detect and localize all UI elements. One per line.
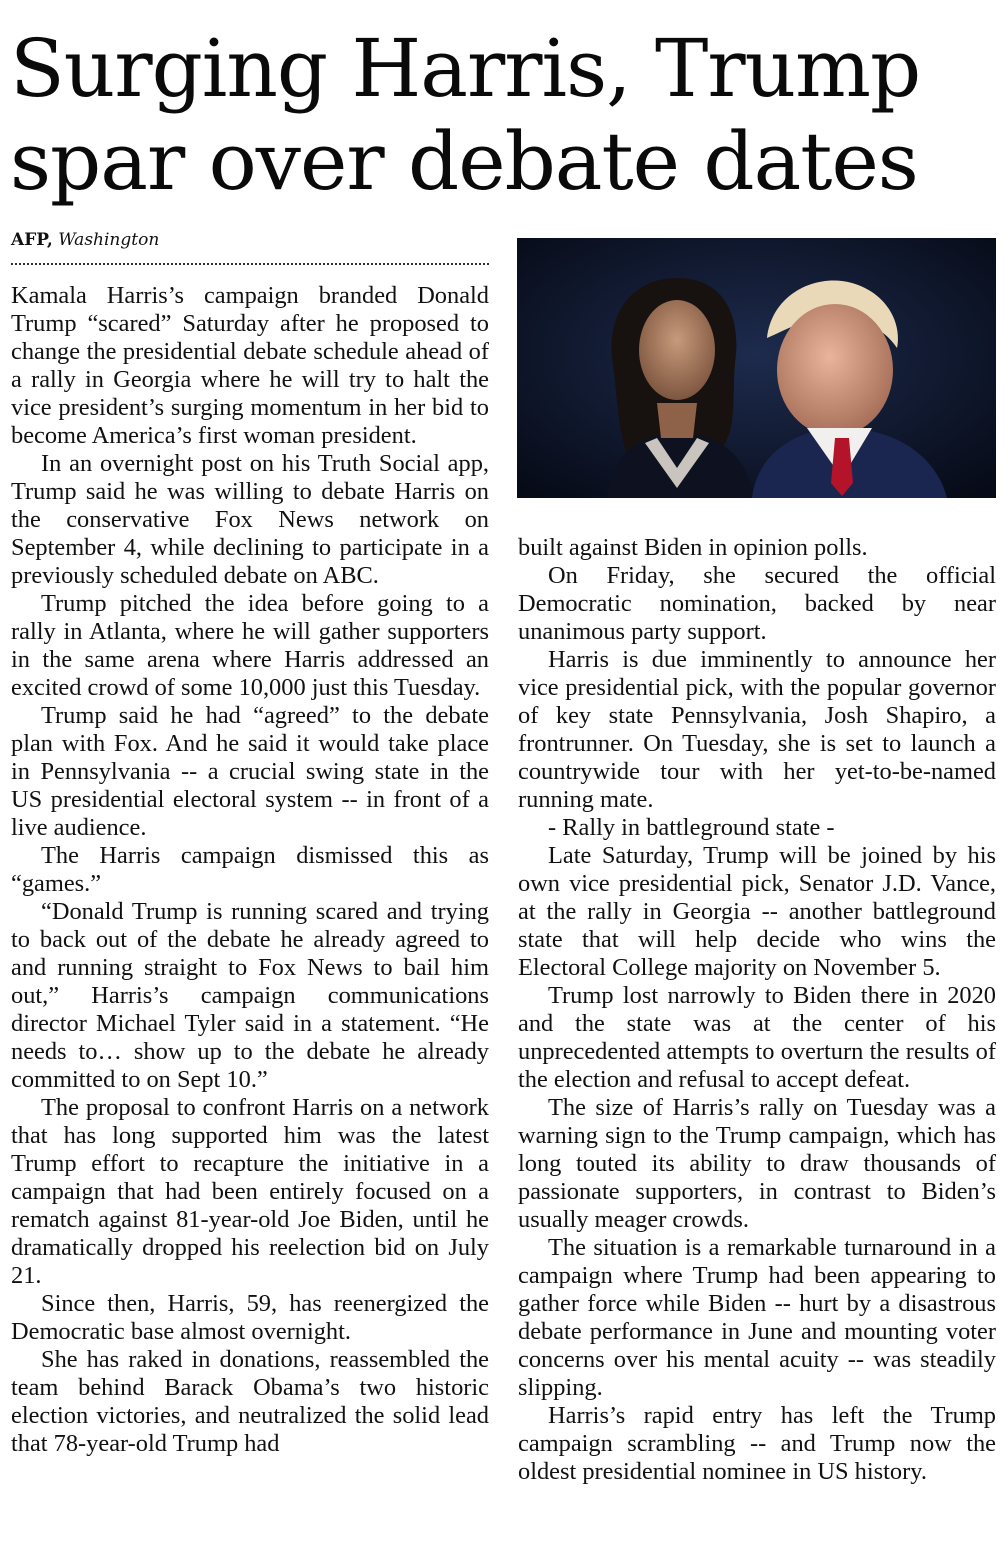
paragraph: Late Saturday, Trump will be joined by his own vice presidential pick, Senator J.D. Vance, at the rally in Georgia -- another battleground state that will help decide who wins the Electoral College majority on November 5.	[518, 842, 996, 981]
article-column-2	[518, 534, 996, 1549]
headline-line-2: spar over debate dates	[10, 115, 918, 208]
paragraph: Trump said he had “agreed” to the debate plan with Fox. And he said it would take place in Pennsylvania -- a crucial swing state in the US presidential electoral system -- in front of a live audience.	[11, 702, 489, 841]
paragraph: Harris’s rapid entry has left the Trump campaign scrambling -- and Trump now the oldest presidential nominee in US history.	[518, 1402, 996, 1485]
headline	[10, 22, 1000, 208]
paragraph: On Friday, she secured the official Democratic nomination, backed by near unanimous party support.	[518, 562, 996, 645]
paragraph: In an overnight post on his Truth Social app, Trump said he was willing to debate Harris on the conservative Fox News network on September 4, while declining to participate in a previously scheduled debate on ABC.	[11, 450, 489, 589]
paragraph: Trump pitched the idea before going to a rally in Atlanta, where he will gather supporters in the same arena where Harris addressed an excited crowd of some 10,000 just this Tuesday.	[11, 590, 489, 701]
article-column-1	[11, 282, 489, 1547]
paragraph: The size of Harris’s rally on Tuesday was a warning sign to the Trump campaign, which has long touted its ability to draw thousands of passionate supporters, in contrast to Biden’s usually meager crowds.	[518, 1094, 996, 1233]
subheading: - Rally in battleground state -	[548, 814, 835, 841]
paragraph: Harris is due imminently to announce her vice presidential pick, with the popular governor of key state Pennsylvania, Josh Shapiro, a frontrunner. On Tuesday, she is set to launch a countrywide tour with her yet-to-be-named running mate.	[518, 646, 996, 813]
headline-line-1: Surging Harris, Trump	[10, 22, 921, 115]
paragraph: She has raked in donations, reassembled the team behind Barack Obama’s two historic election victories, and neutralized the solid lead that 78-year-old Trump had	[11, 1346, 489, 1457]
paragraph: Since then, Harris, 59, has reenergized the Democratic base almost overnight.	[11, 1290, 489, 1345]
paragraph: “Donald Trump is running scared and trying to back out of the debate he already agreed to and running straight to Fox News to bail him out,” Harris’s campaign communications director Michael Tyler said in a statement. “He needs to… show up to the debate he already committed to on Sept 10.”	[11, 898, 489, 1093]
paragraph: The situation is a remarkable turnaround in a campaign where Trump had been appearing to gather force while Biden -- hurt by a disastrous debate performance in June and mounting voter concerns over his mental acuity -- was steadily slipping.	[518, 1234, 996, 1401]
byline-divider	[11, 263, 489, 265]
paragraph: The proposal to confront Harris on a network that has long supported him was the latest Trump effort to recapture the initiative in a campaign that had been entirely focused on a rematch against 81-year-old Joe Biden, until he dramatically dropped his reelection bid on July 21.	[11, 1094, 489, 1289]
article-photo	[517, 238, 996, 498]
byline-agency: AFP,	[11, 230, 53, 250]
paragraph: built against Biden in opinion polls.	[518, 534, 868, 561]
byline	[11, 228, 489, 252]
paragraph: Kamala Harris’s campaign branded Donald Trump “scared” Saturday after he proposed to change the presidential debate schedule ahead of a rally in Georgia where he will try to halt the vice president’s surging momentum in her bid to become America’s first woman president.	[11, 282, 489, 449]
paragraph: The Harris campaign dismissed this as “games.”	[11, 842, 489, 897]
byline-place: Washington	[58, 230, 160, 250]
paragraph: Trump lost narrowly to Biden there in 2020 and the state was at the center of his unprecedented attempts to overturn the results of the election and refusal to accept defeat.	[518, 982, 996, 1093]
photo-harris-trump-icon	[517, 238, 996, 498]
